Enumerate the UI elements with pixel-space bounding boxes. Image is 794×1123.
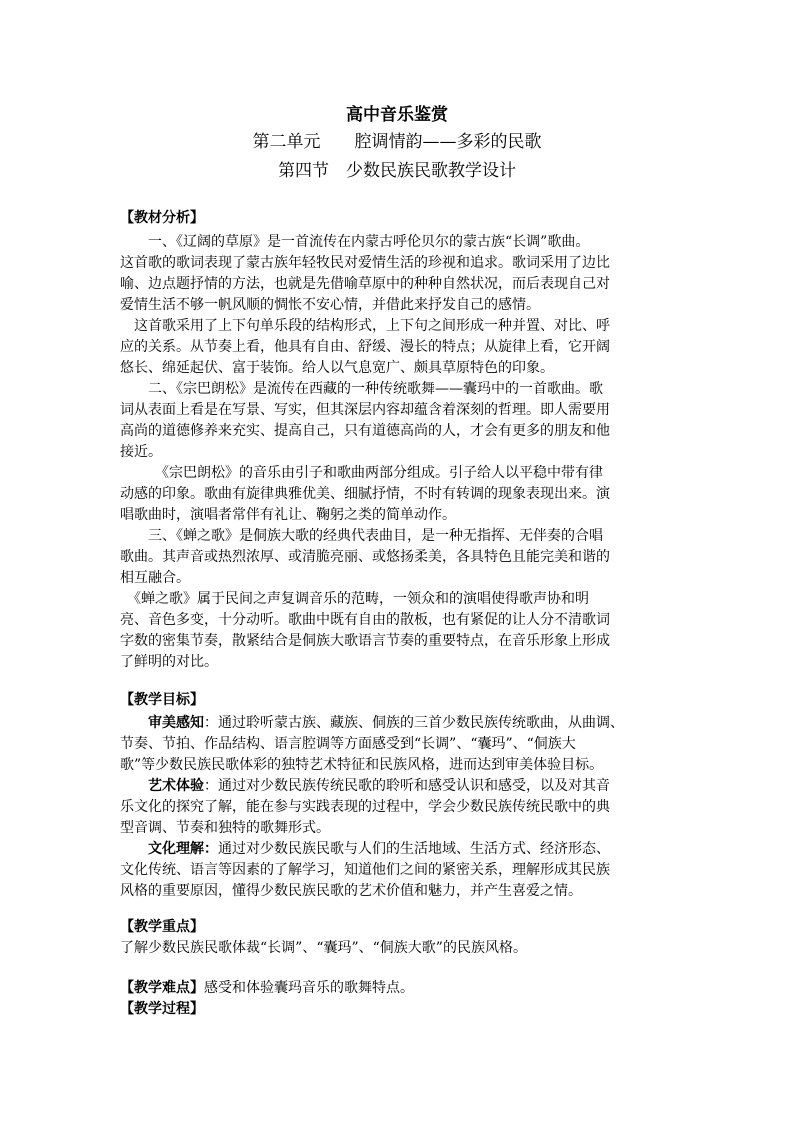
analysis-line: 二、《宗巴朗松》是流传在西藏的一种传统歌舞——囊玛中的一首歌曲。歌 [120, 381, 603, 397]
analysis-line: 一、《辽阔的草原》是一首流传在内蒙古呼伦贝尔的蒙古族“长调”歌曲。 [120, 234, 590, 250]
goal-culture-line: 文化理解：通过对少数民族民歌与人们的生活地域、生活方式、经济形态、 [148, 841, 610, 857]
analysis-line: 动感的印象。歌曲有旋律典雅优美、细腻抒情，不时有转调的现象表现出来。演 [120, 486, 610, 502]
goals-heading: 【教学目标】 [120, 692, 204, 708]
goal-culture-line: 文化传统、语言等因素的了解学习，知道他们之间的紧密关系，理解形成其民族 [120, 862, 610, 878]
section-title: 第四节 少数民族民歌教学设计 [278, 161, 516, 181]
goal-art-line: 乐文化的探究了解，能在参与实践表现的过程中，学会少数民族传统民歌中的典 [120, 799, 610, 815]
difficulties-text: 感受和体验囊玛音乐的歌舞特点。 [204, 980, 414, 996]
analysis-line: 爱情生活不够一帆风顺的惆怅不安心情，并借此来抒发自己的感情。 [120, 297, 540, 313]
goal-culture-line: 风格的重要原因，懂得少数民族民歌的艺术价值和魅力，并产生喜爱之情。 [120, 883, 582, 899]
analysis-line: 悠长、绵延起伏、富于装饰。给人以气息宽广、颇具草原特色的印象。 [120, 360, 554, 376]
analysis-line: 《蝉之歌》属于民间之声复调音乐的范畴，一领众和的演唱使得歌声协和明 [120, 591, 589, 607]
analysis-line: 三、《蝉之歌》是侗族大歌的经典代表曲目，是一种无指挥、无伴奏的合唱 [120, 528, 603, 544]
document-title: 高中音乐鉴赏 [346, 105, 448, 125]
analysis-line: 《宗巴朗松》的音乐由引子和歌曲两部分组成。引子给人以平稳中带有律 [120, 465, 603, 481]
analysis-heading: 【教材分析】 [120, 210, 204, 226]
analysis-line: 这首歌的歌词表现了蒙古族年轻牧民对爱情生活的珍视和追求。歌词采用了边比 [120, 255, 610, 271]
analysis-line: 了鲜明的对比。 [120, 654, 218, 670]
analysis-line: 唱歌曲时，演唱者常伴有礼让、鞠躬之类的简单动作。 [120, 507, 456, 523]
goal-aesthetic-label: 审美感知 [148, 715, 204, 731]
analysis-line: 相互融合。 [120, 570, 190, 586]
process-heading: 【教学过程】 [120, 1001, 204, 1017]
goal-art-label: 艺术体验 [148, 778, 204, 794]
key-points-heading: 【教学重点】 [120, 919, 204, 935]
key-points-text: 了解少数民族民歌体裁“长调”、“囊玛”、“侗族大歌”的民族风格。 [120, 940, 527, 956]
analysis-line: 这首歌采用了上下句单乐段的结构形式，上下句之间形成一种并置、对比、呼 [120, 318, 610, 334]
analysis-line: 歌曲。其声音或热烈浓厚、或清脆亮丽、或悠扬柔美，各具特色且能完美和谐的 [120, 549, 610, 565]
analysis-line: 亮、音色多变，十分动听。歌曲中既有自由的散板，也有紧促的让人分不清歌词 [120, 612, 610, 628]
analysis-line: 应的关系。从节奏上看，他具有自由、舒缓、漫长的特点；从旋律上看，它开阔 [120, 339, 610, 355]
difficulties-line [120, 978, 680, 998]
analysis-line: 词从表面上看是在写景、写实，但其深层内容却蕴含着深刻的哲理。即人需要用 [120, 402, 610, 418]
goal-aesthetic-line: 审美感知：通过聆听蒙古族、藏族、侗族的三首少数民族传统歌曲，从曲调、 [148, 715, 624, 731]
analysis-line: 字数的密集节奏，散紧结合是侗族大歌语言节奏的重要特点，在音乐形象上形成 [120, 633, 610, 649]
analysis-line: 高尚的道德修养来充实、提高自己，只有道德高尚的人，才会有更多的朋友和他 [120, 423, 610, 439]
difficulties-heading: 【教学难点】 [120, 980, 204, 996]
goal-art-line: 艺术体验：通过对少数民族传统民歌的聆听和感受认识和感受，以及对其音 [148, 778, 610, 794]
unit-title: 第二单元 腔调情韵——多彩的民歌 [252, 132, 542, 152]
analysis-line: 接近。 [120, 444, 162, 460]
analysis-line: 喻、边点题抒情的方法，也就是先借喻草原中的种种自然状况，而后表现自己对 [120, 276, 610, 292]
goal-aesthetic-line: 歌”等少数民族民歌体彩的独特艺术特征和民族风格，进而达到审美体验目标。 [120, 757, 604, 773]
goal-art-line: 型音调、节奏和独特的歌舞形式。 [120, 820, 330, 836]
goal-culture-label: 文化理解： [148, 841, 218, 857]
goal-aesthetic-line: 节奏、节拍、作品结构、语言腔调等方面感受到“长调”、“囊玛”、“侗族大 [120, 736, 576, 752]
